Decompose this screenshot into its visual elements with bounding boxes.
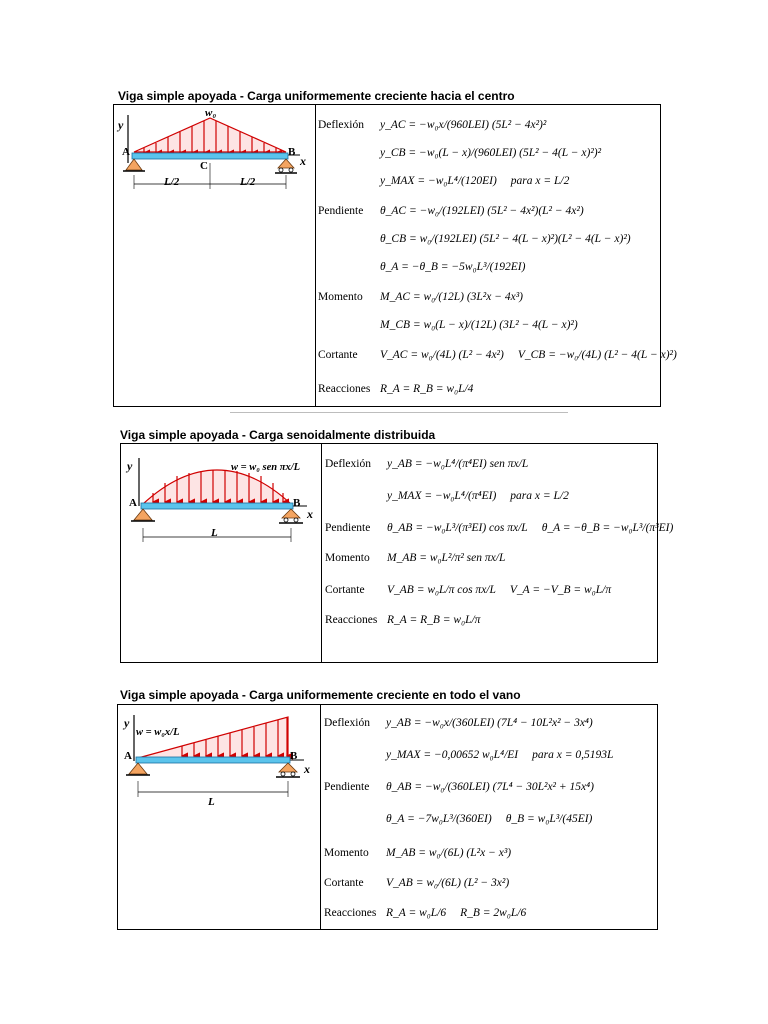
- formula-label: Deflexión: [318, 119, 364, 131]
- formula-condition: para x = 0,5193L: [532, 749, 614, 761]
- formula-label: Pendiente: [324, 781, 370, 793]
- formula: M_AC = w₀/(12L) (3L²x − 4x³): [380, 291, 523, 303]
- formula: y_CB = −w₀(L − x)/(960LEI) (5L² − 4(L − x)²)²: [380, 147, 602, 159]
- formula-label: Reacciones: [325, 614, 378, 626]
- formula-secondary: R_B = 2w₀L/6: [460, 907, 527, 919]
- formula: R_A = R_B = w₀L/4: [380, 383, 474, 395]
- support-a-label: A: [122, 146, 130, 158]
- span-label: L: [208, 796, 215, 808]
- y-axis-label: y: [124, 716, 130, 730]
- beam: [141, 503, 293, 509]
- support-b-label: B: [288, 146, 296, 158]
- span-label: L: [211, 527, 218, 539]
- x-axis-label: x: [304, 762, 310, 776]
- formula-condition: para x = L/2: [510, 175, 570, 187]
- formula-label: Deflexión: [325, 458, 371, 470]
- section-title: Viga simple apoyada - Carga senoidalmente distribuida: [120, 428, 436, 442]
- beam-diagram: [114, 105, 314, 205]
- x-axis-label: x: [300, 154, 306, 168]
- support-b-label: B: [293, 497, 301, 509]
- formula: M_AB = w₀L²/π² sen πx/L: [387, 552, 506, 564]
- formula-label: Cortante: [325, 584, 365, 596]
- y-axis-label: y: [118, 118, 124, 132]
- formula-secondary: V_CB = −w₀/(4L) (L² − 4(L − x)²): [517, 349, 677, 361]
- beam-diagram: [121, 444, 321, 554]
- formula-label: Reacciones: [324, 907, 377, 919]
- triangular-load: [134, 118, 286, 152]
- formula-table: [117, 704, 658, 930]
- x-axis-label: x: [307, 507, 313, 521]
- formula: θ_CB = w₀/(192LEI) (5L² − 4(L − x)²)(L² − 4(L − x)²): [380, 233, 631, 245]
- formula-label: Momento: [325, 552, 370, 564]
- pin-support-a: [134, 509, 152, 520]
- formula-label: Momento: [324, 847, 369, 859]
- formula: y_AB = −w₀L⁴/(π⁴EI) sen πx/L: [387, 458, 529, 470]
- beam-diagram: [118, 705, 318, 815]
- formula: M_AB = w₀/(6L) (L²x − x³): [386, 847, 512, 859]
- formula-label: Cortante: [324, 877, 364, 889]
- formula-secondary: θ_B = w₀L³/(45EI): [505, 813, 593, 825]
- y-axis-label: y: [127, 459, 133, 473]
- separator-line: [230, 412, 568, 413]
- formula: y_AB = −w₀x/(360LEI) (7L⁴ − 10L²x² − 3x⁴): [386, 717, 593, 729]
- beam: [136, 757, 290, 763]
- formula: θ_AC = −w₀/(192LEI) (5L² − 4x²)(L² − 4x²): [380, 205, 584, 217]
- span-right-label: L/2: [240, 176, 256, 188]
- span-left-label: L/2: [164, 176, 180, 188]
- formula-condition: para x = L/2: [510, 490, 569, 502]
- formula: V_AB = w₀L/π cos πx/L: [387, 584, 496, 596]
- formula-label: Cortante: [318, 349, 358, 361]
- formula-table: [113, 104, 677, 407]
- formula: θ_AB = −w₀L³/(π³EI) cos πx/L: [387, 522, 528, 534]
- mid-point-label: C: [200, 160, 208, 172]
- formula-label: Momento: [318, 291, 363, 303]
- formula-secondary: θ_A = −θ_B = −w₀L³/(π³EI): [541, 522, 674, 534]
- load-label: w₀: [205, 107, 217, 119]
- support-a-label: A: [124, 750, 132, 762]
- formula: θ_A = −7w₀L³/(360EI): [386, 813, 492, 825]
- formula: R_A = R_B = w₀L/π: [387, 614, 481, 626]
- load-label: w = w₀ sen πx/L: [231, 462, 301, 473]
- formula: V_AB = w₀/(6L) (L² − 3x²): [386, 877, 510, 889]
- section-title: Viga simple apoyada - Carga uniformemente creciente en todo el vano: [120, 688, 521, 702]
- formula: y_AC = −w₀x/(960LEI) (5L² − 4x²)²: [380, 119, 547, 131]
- beam: [132, 153, 288, 159]
- roller-support-b: [278, 159, 294, 168]
- formula: y_MAX = −w₀L⁴/(π⁴EI): [387, 490, 497, 502]
- formula-secondary: V_A = −V_B = w₀L/π: [509, 584, 612, 596]
- formula: y_MAX = −0,00652 w₀L⁴/EI: [386, 749, 519, 761]
- formula: M_CB = w₀(L − x)/(12L) (3L² − 4(L − x)²): [380, 319, 578, 331]
- formula: y_MAX = −w₀L⁴/(120EI): [380, 175, 497, 187]
- support-a-label: A: [129, 497, 137, 509]
- support-b-label: B: [290, 750, 298, 762]
- section-title: Viga simple apoyada - Carga uniformemente creciente hacia el centro: [118, 89, 515, 103]
- formula-table: [120, 443, 674, 663]
- formula: V_AC = w₀/(4L) (L² − 4x²): [380, 349, 504, 361]
- roller-support-b: [282, 509, 300, 518]
- load-label: w = w₀x/L: [136, 727, 180, 738]
- formula-label: Deflexión: [324, 717, 370, 729]
- formula-label: Pendiente: [325, 522, 371, 534]
- formula-label: Reacciones: [318, 383, 371, 395]
- formula: θ_A = −θ_B = −5w₀L³/(192EI): [380, 261, 526, 273]
- formula: θ_AB = −w₀/(360LEI) (7L⁴ − 30L²x² + 15x⁴): [386, 781, 594, 793]
- pin-support-a: [129, 763, 147, 774]
- formula: R_A = w₀L/6: [386, 907, 447, 919]
- roller-support-b: [279, 763, 297, 772]
- formula-label: Pendiente: [318, 205, 364, 217]
